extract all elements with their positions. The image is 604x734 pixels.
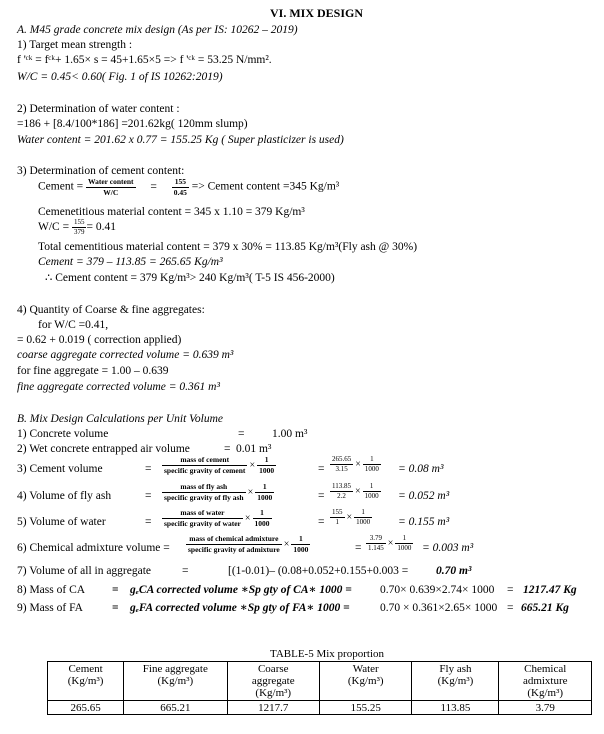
b3-label: 3) Cement volume [17, 463, 103, 475]
fine-calc: for fine aggregate = 1.00 – 0.639 [17, 365, 169, 377]
b5-eq: = [145, 516, 152, 528]
b9-eq: = [112, 602, 119, 614]
cell-coarse-aggregate: 1217.7 [227, 701, 319, 715]
b2-value: 0.01 m³ [236, 443, 272, 455]
step4-label: 4) Quantity of Coarse & fine aggregates: [17, 304, 205, 316]
b8-label: 8) Mass of CA [17, 584, 86, 596]
cell-fine-aggregate: 665.21 [124, 701, 227, 715]
b9-formula: gₑFA corrected volume ∗Sp gty of FA∗ 1000 = [130, 602, 350, 614]
b8-result: 1217.47 Kg [523, 584, 577, 596]
wc-fraction: $\frac{155}{379}$ [73, 218, 85, 236]
b5-label: 5) Volume of water [17, 516, 106, 528]
coarse-corrected-volume: coarse aggregate corrected volume = 0.639 m³ [17, 349, 234, 361]
step1-label: 1) Target mean strength : [17, 39, 133, 51]
step1-wc: W/C = 0.45< 0.60( Fig. 1 of IS 10262:2019) [17, 71, 223, 83]
b5-eq2: = [318, 516, 325, 528]
b7-label: 7) Volume of all in aggregate [17, 565, 152, 577]
b5-values: $\frac{155}{1}$ × $\frac{1}{1000}$ [332, 508, 371, 526]
step2-line1: =186 + [8.4/100*186] =201.62kg( 120mm slump) [17, 118, 248, 130]
cell-cement: 265.65 [48, 701, 124, 715]
b7-eq: = [182, 565, 189, 577]
cement-prefix: Cement = [38, 180, 84, 193]
b6-eq2: = [355, 542, 362, 554]
b1-value: 1.00 m³ [272, 428, 308, 440]
cement-check: ∴ Cement content = 379 Kg/m³> 240 Kg/m³( T-5 IS 456-2000) [45, 272, 335, 284]
col-header-cement: Cement (Kg/m³) [48, 662, 124, 701]
col-header-water: Water (Kg/m³) [319, 662, 411, 701]
b9-calc: 0.70 × 0.361×2.65× 1000 [380, 602, 498, 614]
table-row [48, 701, 592, 715]
b9-eq2: = [507, 602, 514, 614]
b3-result: = 0.08 m³ [398, 463, 444, 475]
cell-fly-ash: 113.85 [412, 701, 499, 715]
b3-eq2: = [318, 463, 325, 475]
cell-water: 155.25 [319, 701, 411, 715]
cell-chemical-admixture: 3.79 [499, 701, 592, 715]
step4-line1: = 0.62 + 0.019 ( correction applied) [17, 334, 182, 346]
cement-result: => Cement content =345 Kg/m³ [191, 180, 340, 193]
b1-eq: = [238, 428, 245, 440]
b5-formula: $\frac{\text{mass of water}}{\text{specific gravity of water}}$ × $\frac{1}{1000}$ [164, 508, 270, 528]
fine-corrected-volume: fine aggregate corrected volume = 0.361 m³ [17, 381, 220, 393]
b1-label: 1) Concrete volume [17, 428, 109, 440]
b3-values: $\frac{265.65}{3.15}$ × $\frac{1}{1000}$ [332, 455, 379, 473]
b8-eq: = [112, 584, 119, 596]
wc-formula: W/C = $\frac{155}{379}$ = 0.41 [38, 218, 116, 236]
b9-label: 9) Mass of FA [17, 602, 83, 614]
step4-for-wc: for W/C =0.41, [38, 319, 109, 331]
b7-value: [(1-0.01)– (0.08+0.052+0.155+0.003 = [228, 565, 409, 577]
b8-calc: 0.70× 0.639×2.74× 1000 [380, 584, 495, 596]
water-over-wc-fraction: $\frac{\text{Water content}}{W/C}$ [88, 177, 134, 197]
b4-eq: = [145, 490, 152, 502]
b6-result: = 0.003 m³ [422, 542, 474, 554]
b8-formula: gₑCA corrected volume ∗Sp gty of CA∗ 1000 = [130, 584, 352, 596]
table-caption: TABLE-5 Mix proportion [270, 648, 384, 660]
cement-fraction: $\frac{155}{0.45}$ [173, 177, 187, 197]
b6-values: $\frac{3.79}{1.145}$ × $\frac{1}{1000}$ [368, 534, 412, 552]
cement-formula: Cement = $\frac{\text{Water content}}{W/C}$ = $\frac{155}{0.45}$ => Cement content =345 Kg/m³ [38, 177, 340, 197]
b8-eq2: = [507, 584, 514, 596]
table-header-row [48, 662, 592, 701]
step2-line2: Water content = 201.62 x 0.77 = 155.25 Kg ( Super plasticizer is used) [17, 134, 344, 146]
b4-result: = 0.052 m³ [398, 490, 450, 502]
b5-result: = 0.155 m³ [398, 516, 450, 528]
section-a-title: A. M45 grade concrete mix design (As per IS: 10262 – 2019) [17, 24, 298, 36]
b4-label: 4) Volume of fly ash [17, 490, 112, 502]
step2-label: 2) Determination of water content : [17, 103, 180, 115]
b3-formula: $\frac{\text{mass of cement}}{\text{specific gravity of cement}}$ × $\frac{1}{1000}$ [164, 455, 275, 475]
col-header-chemical-admixture: Chemical admixture (Kg/m³) [499, 662, 592, 701]
b4-values: $\frac{113.85}{2.2}$ × $\frac{1}{1000}$ [332, 482, 379, 500]
section-heading: VI. MIX DESIGN [270, 6, 364, 20]
b2-eq: = [224, 443, 231, 455]
total-cementitious: Total cementitious material content = 379 x 30% = 113.85 Kg/m³(Fly ash @ 30%) [38, 241, 418, 253]
b4-eq2: = [318, 490, 325, 502]
b2-label: 2) Wet concrete entrapped air volume [17, 443, 190, 455]
b4-formula: $\frac{\text{mass of fly ash}}{\text{specific gravity of fly ash}}$ × $\frac{1}{1000}$ [164, 482, 273, 502]
col-header-fine-aggregate: Fine aggregate (Kg/m³) [124, 662, 227, 701]
step1-formula: f 'ᶜᵏ = fᶜᵏ+ 1.65× s = 45+1.65×5 => f 'ᶜᵏ = 53.25 N/mm². [17, 54, 272, 66]
col-header-fly-ash: Fly ash (Kg/m³) [412, 662, 499, 701]
b6-label: 6) Chemical admixture volume = [17, 542, 170, 554]
b9-result: 665.21 Kg [521, 602, 569, 614]
step3-label: 3) Determination of cement content: [17, 165, 185, 177]
b7-result: 0.70 m³ [436, 565, 472, 577]
b6-formula: $\frac{\text{mass of chemical admixture}}{\text{specific gravity of admixture}}$ × $\frac{1}{1000}$ [188, 534, 309, 554]
cement-final: Cement = 379 – 113.85 = 265.65 Kg/m³ [38, 256, 223, 268]
cementitious-content: Cemenetitious material content = 345 x 1.10 = 379 Kg/m³ [38, 206, 305, 218]
mix-proportion-table [47, 661, 592, 715]
b3-eq: = [145, 463, 152, 475]
section-b-title: B. Mix Design Calculations per Unit Volume [17, 413, 224, 425]
col-header-coarse-aggregate: Coarse aggregate (Kg/m³) [227, 662, 319, 701]
